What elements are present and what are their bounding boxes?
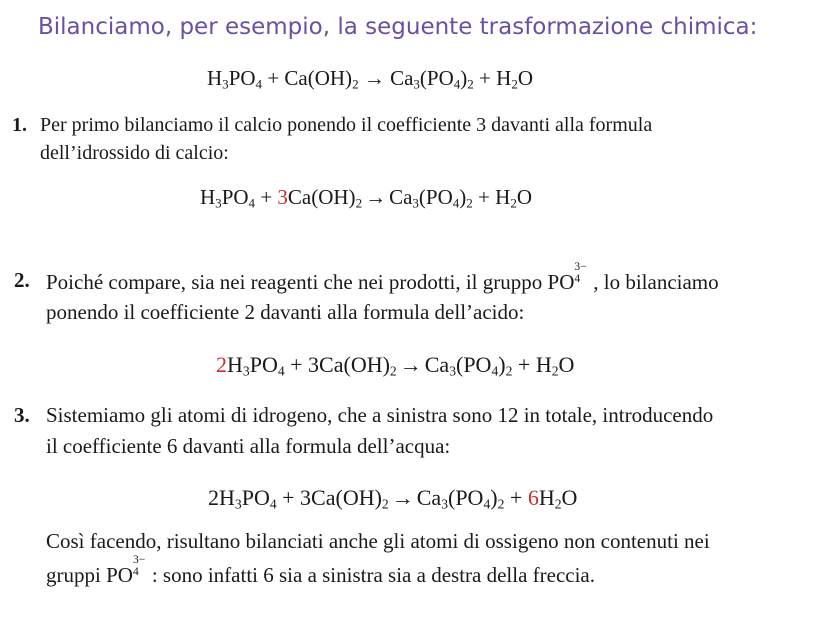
step-text-line: Per primo bilanciamo il calcio ponendo il coefficiente 3 davanti alla formula xyxy=(40,114,653,136)
equation-step-1: $H_3PO_4 + 3Ca(OH)_2 \to Ca_3(PO_4)_2 + H_2O$ xyxy=(200,185,532,211)
step-text-line: il coefficiente 6 davanti alla formula dell’acqua: xyxy=(46,434,451,458)
conclusion-text-line: gruppi PO 3− 4 : sono infatti 6 sia a sinistra sia a destra della freccia. xyxy=(46,553,596,587)
step-text-line: dell’idrossido di calcio: xyxy=(40,142,229,164)
equation-step-2: $2H_3PO_4 + 3Ca(OH)_2 \to Ca_3(PO_4)_2 + H_2O$ xyxy=(216,352,575,379)
equation-original: $H_3PO_4 + Ca(OH)_2 \to Ca_3(PO_4)_2 + H_2O$ xyxy=(207,66,533,92)
step-number: 1. xyxy=(12,114,27,136)
coefficient-highlight: 2 xyxy=(216,352,227,377)
coefficient-highlight: 3 xyxy=(277,185,288,209)
step-text-line: Sistemiamo gli atomi di idrogeno, che a sinistra sono 12 in totale, introducendo xyxy=(46,403,714,427)
slide-title: Bilanciamo, per esempio, la seguente trasformazione chimica: xyxy=(38,14,758,40)
step-text-line: Poiché compare, sia nei reagenti che nei prodotti, il gruppo PO 3− 4 , lo bilanciamo xyxy=(46,260,719,294)
coefficient-highlight: 6 xyxy=(527,485,539,510)
step-number: 3. xyxy=(14,403,30,427)
conclusion-text-line: Così facendo, risultano bilanciati anche gli atomi di ossigeno non contenuti nei xyxy=(46,529,710,553)
step-text-line: ponendo il coefficiente 2 davanti alla formula dell’acido: xyxy=(46,300,525,324)
step-number: 2. xyxy=(14,268,30,292)
equation-step-3: $2H_3PO_4 + 3Ca(OH)_2 \to Ca_3(PO_4)_2 + 6H_2O$ xyxy=(208,485,578,512)
